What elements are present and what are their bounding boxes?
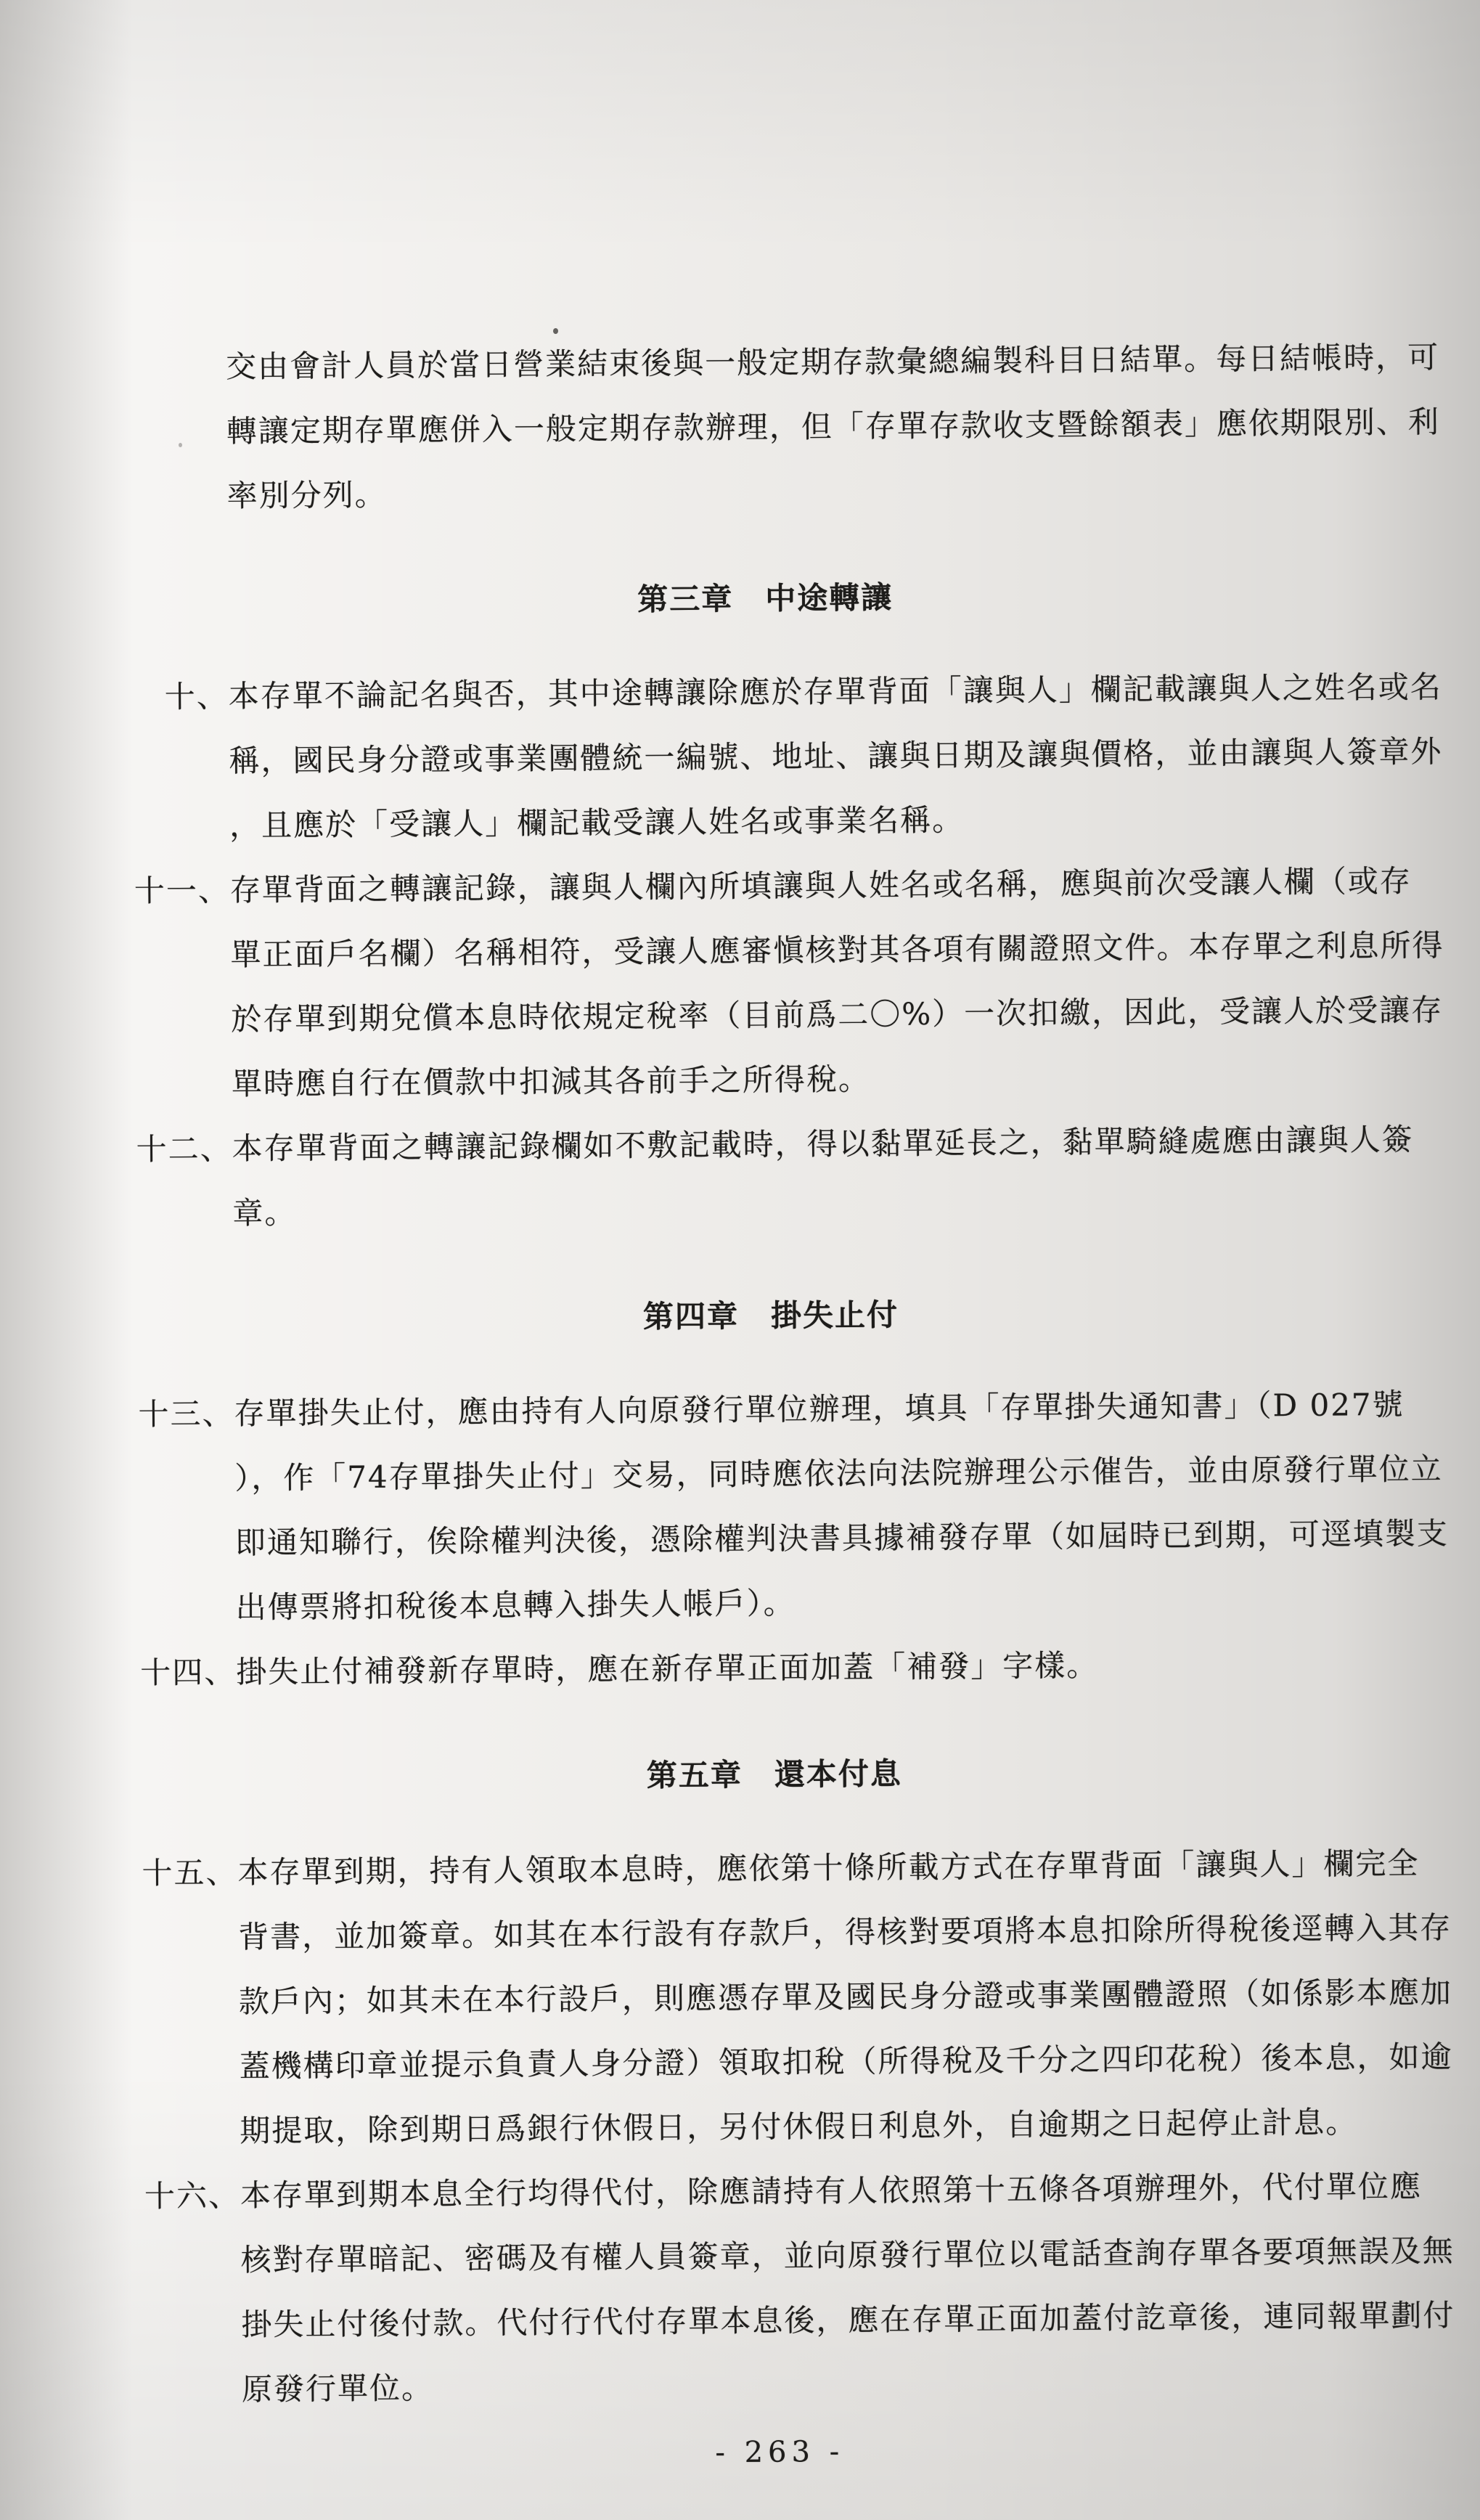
clause-item-14 bbox=[130, 1631, 1418, 1705]
clause-item-12 bbox=[126, 1107, 1413, 1247]
clause-line: ，且應於「受讓人」欄記載受讓人姓名或事業名稱。 bbox=[229, 802, 965, 844]
clause-line: 原發行單位。 bbox=[241, 2370, 434, 2407]
clause-line: 背書，並加簽章。如其在本行設有存款戶，得核對要項將本息扣除所得稅後逕轉入其存 bbox=[237, 1909, 1452, 1955]
intro-line: 轉讓定期存單應併入一般定期存款辦理，但「存單存款收支暨餘額表」應依期限別、利 bbox=[226, 404, 1441, 449]
clause-line: 章。 bbox=[232, 1194, 297, 1231]
chapter-title: 掛失止付 bbox=[770, 1297, 899, 1334]
chapter-label: 第四章 bbox=[642, 1298, 740, 1335]
clause-number: 十二、 bbox=[136, 1130, 232, 1167]
chapter-label: 第五章 bbox=[646, 1757, 743, 1794]
clause-item-10 bbox=[122, 655, 1443, 859]
clause-line: 稱，國民身分證或事業團體統一編號、地址、讓與日期及讓與價格，並由讓與人簽章外 bbox=[229, 733, 1443, 779]
clause-item-13 bbox=[128, 1372, 1450, 1641]
clause-number: 十六、 bbox=[144, 2177, 241, 2214]
clause-line: 本存單到期本息全行均得代付，除應請持有人依照第十五條各項辦理外，代付單位應 bbox=[240, 2168, 1423, 2214]
chapter-title: 中途轉讓 bbox=[765, 579, 894, 616]
page-number: - 263 - bbox=[715, 2434, 845, 2470]
clause-line: ），作「74存單掛失止付」交易，同時應依法向法院辦理公示催告，並由原發行單位立 bbox=[234, 1451, 1443, 1496]
chapter-heading-5 bbox=[131, 1737, 1418, 1812]
clause-line: 即通知聯行，俟除權判決後，憑除權判決書具據補發存單（如屆時已到期，可逕填製支 bbox=[234, 1515, 1450, 1561]
clause-number: 十五、 bbox=[142, 1854, 238, 1891]
clause-line: 單正面戶名欄）名稱相符，受讓人應審愼核對其各項有關證照文件。本存單之利息所得 bbox=[230, 927, 1444, 973]
clause-line: 於存單到期兌償本息時依規定稅率（目前爲二〇%）一次扣繳，因此，受讓人於受讓存 bbox=[231, 992, 1444, 1037]
clause-line: 核對存單暗記、密碼及有權人員簽章，並向原發行單位以電話查詢存單各要項無誤及無 bbox=[240, 2232, 1455, 2278]
clause-item-11 bbox=[124, 849, 1444, 1117]
clause-line: 本存單不論記名與否，其中途轉讓除應於存單背面「讓與人」欄記載讓與人之姓名或名 bbox=[228, 669, 1442, 714]
clause-item-16 bbox=[134, 2154, 1455, 2423]
clause-line: 蓋機構印章並提示負責人身分證）領取扣稅（所得稅及千分之四印花稅）後本息，如逾 bbox=[239, 2039, 1453, 2084]
clause-line: 單時應自行在價款中扣減其各前手之所得稅。 bbox=[231, 1061, 871, 1102]
chapter-label: 第三章 bbox=[637, 581, 734, 618]
chapter-title: 還本付息 bbox=[774, 1756, 903, 1793]
intro-line: 交由會計人員於當日營業結束後與一般定期存款彙總編製科目日結單。每日結帳時，可 bbox=[225, 339, 1440, 385]
chapter-heading-3 bbox=[121, 561, 1409, 636]
clause-line: 款戶內；如其未在本行設戶，則應憑存單及國民身分證或事業團體證照（如係影本應加 bbox=[238, 1974, 1453, 2020]
clause-number: 十、 bbox=[164, 678, 229, 715]
clause-line: 掛失止付補發新存單時，應在新存單正面加蓋「補發」字樣。 bbox=[236, 1647, 1099, 1690]
intro-paragraph bbox=[225, 325, 1441, 529]
clause-line: 掛失止付後付款。代付行代付存單本息後，應在存單正面加蓋付訖章後，連同報單劃付 bbox=[241, 2297, 1455, 2343]
clause-number: 十四、 bbox=[140, 1654, 237, 1691]
clause-number: 十三、 bbox=[138, 1395, 234, 1432]
clause-line: 本存單背面之轉讓記錄欄如不敷記載時，得以黏單延長之，黏單騎縫處應由讓與人簽 bbox=[232, 1121, 1414, 1167]
clause-line: 存單背面之轉讓記錄，讓與人欄內所填讓與人姓名或名稱，應與前次受讓人欄（或存 bbox=[229, 863, 1412, 908]
chapter-heading-4 bbox=[127, 1279, 1415, 1353]
clause-line: 存單掛失止付，應由持有人向原發行單位辦理，填具「存單掛失通知書」（D 027號 bbox=[234, 1386, 1405, 1432]
clause-number: 十一、 bbox=[134, 872, 231, 909]
clause-line: 期提取，除到期日爲銀行休假日，另付休假日利息外，自逾期之日起停止計息。 bbox=[240, 2104, 1358, 2149]
clause-line: 出傳票將扣稅後本息轉入掛失人帳戶）。 bbox=[235, 1585, 796, 1626]
intro-line: 率別分列。 bbox=[226, 476, 387, 514]
clause-line: 本存單到期，持有人領取本息時，應依第十條所載方式在存單背面「讓與人」欄完全 bbox=[237, 1845, 1420, 1891]
clause-item-15 bbox=[131, 1831, 1453, 2164]
